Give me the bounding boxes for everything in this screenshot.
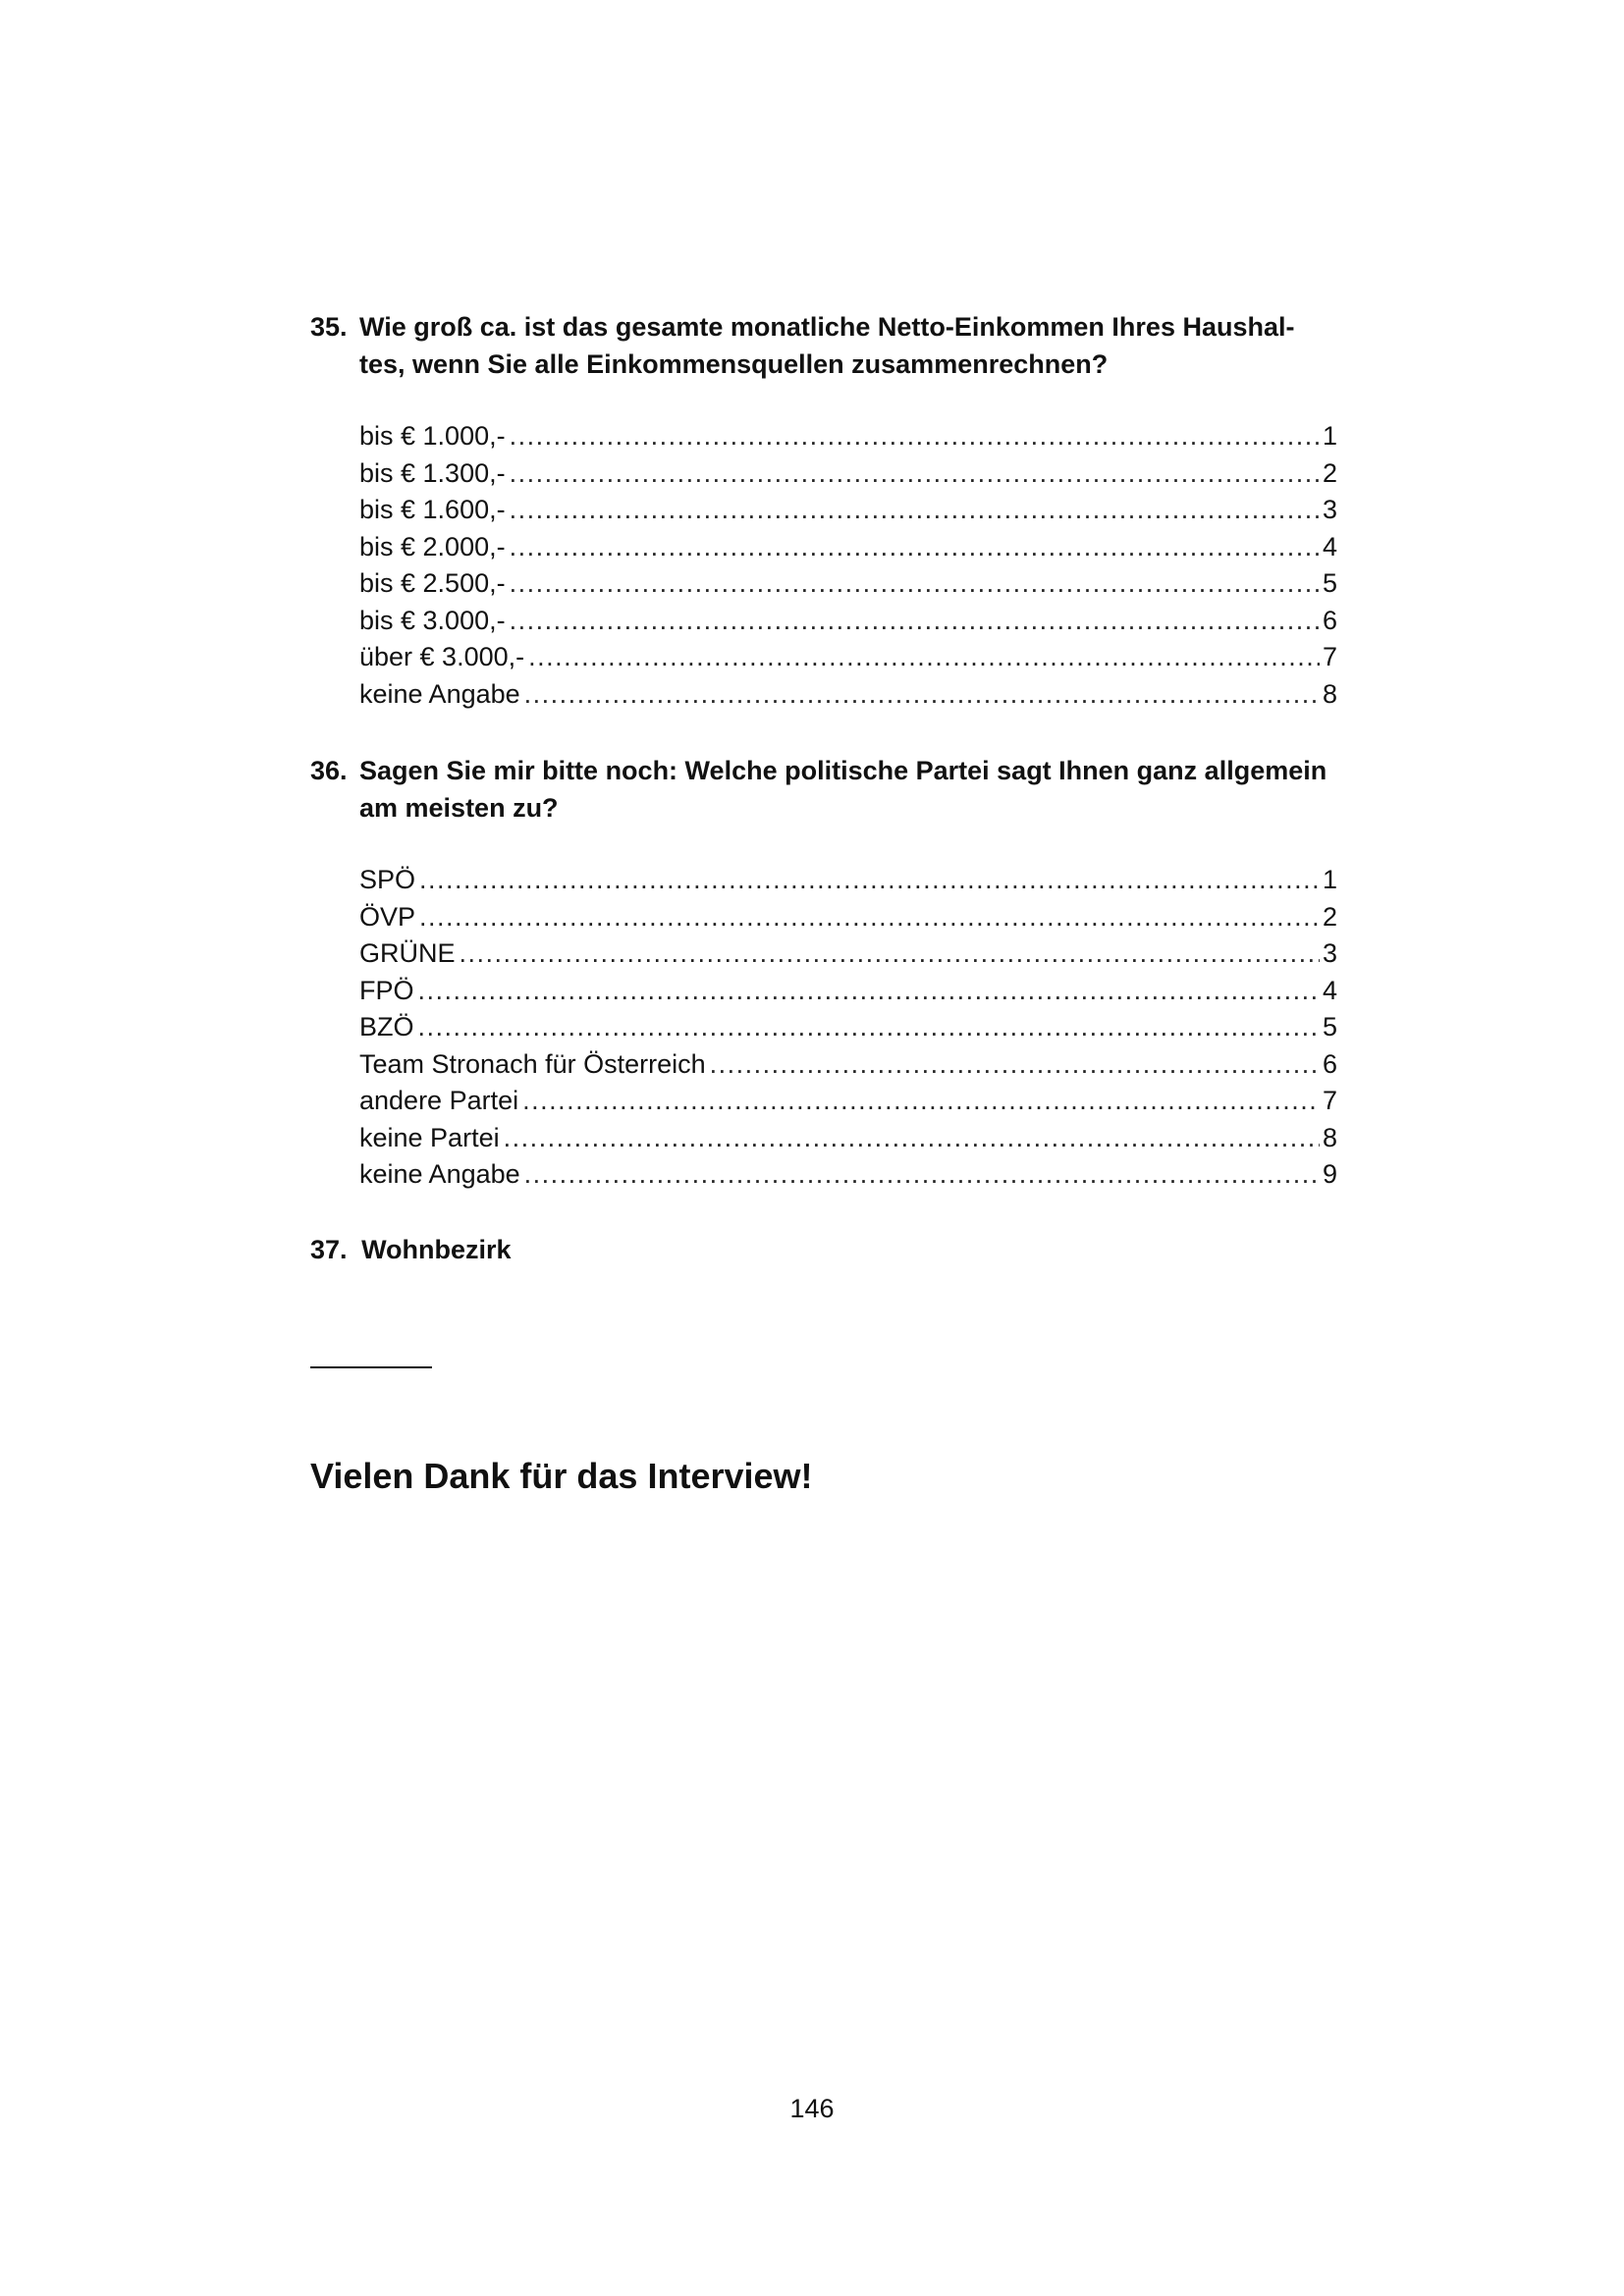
option-code: 7 bbox=[1322, 642, 1337, 671]
question-37 bbox=[310, 1231, 1341, 1268]
answer-option bbox=[359, 1156, 1337, 1194]
answer-option bbox=[359, 1046, 1337, 1084]
dot-leader bbox=[524, 1156, 1320, 1194]
option-label: bis € 2.000,- bbox=[359, 531, 506, 561]
answer-option bbox=[359, 1083, 1337, 1120]
answer-option bbox=[359, 899, 1337, 936]
answer-option bbox=[359, 1120, 1337, 1157]
question-number: 36. bbox=[310, 756, 348, 785]
question-text-line: Sagen Sie mir bitte noch: Welche politische Partei sagt Ihnen ganz allgemein bbox=[359, 756, 1327, 785]
question-number: 35. bbox=[310, 312, 348, 342]
dot-leader bbox=[504, 1120, 1320, 1157]
question-text-line: tes, wenn Sie alle Einkommensquellen zusammenrechnen? bbox=[359, 349, 1109, 379]
question-text bbox=[359, 308, 1341, 383]
option-code: 5 bbox=[1322, 1012, 1337, 1041]
dot-leader bbox=[510, 565, 1320, 603]
dot-leader bbox=[510, 455, 1320, 493]
option-code: 4 bbox=[1322, 975, 1337, 1005]
answer-option bbox=[359, 1009, 1337, 1046]
option-label: bis € 1.600,- bbox=[359, 495, 506, 524]
option-label: Team Stronach für Österreich bbox=[359, 1048, 706, 1079]
dot-leader bbox=[510, 492, 1320, 529]
option-label: bis € 2.500,- bbox=[359, 568, 506, 598]
option-code: 6 bbox=[1322, 605, 1337, 635]
answer-option bbox=[359, 418, 1337, 455]
option-label: bis € 1.000,- bbox=[359, 421, 506, 451]
dot-leader bbox=[460, 935, 1320, 973]
dot-leader bbox=[510, 418, 1320, 455]
option-label: ÖVP bbox=[359, 901, 416, 932]
answer-option bbox=[359, 862, 1337, 899]
option-code: 8 bbox=[1322, 678, 1337, 709]
answer-options bbox=[359, 862, 1337, 1194]
option-code: 1 bbox=[1322, 865, 1337, 894]
option-code: 4 bbox=[1322, 531, 1337, 561]
dot-leader bbox=[419, 899, 1320, 936]
option-code: 8 bbox=[1322, 1122, 1337, 1152]
answer-option bbox=[359, 973, 1337, 1010]
question-text bbox=[359, 752, 1341, 827]
question-heading bbox=[310, 752, 1341, 827]
dot-leader bbox=[710, 1046, 1320, 1084]
option-label: keine Angabe bbox=[359, 678, 520, 709]
dot-leader bbox=[522, 1083, 1320, 1120]
option-label: andere Partei bbox=[359, 1086, 519, 1115]
option-code: 6 bbox=[1322, 1048, 1337, 1079]
question-35 bbox=[310, 308, 1341, 713]
answer-option bbox=[359, 565, 1337, 603]
answer-option bbox=[359, 676, 1337, 714]
answer-option bbox=[359, 639, 1337, 676]
answer-option bbox=[359, 603, 1337, 640]
option-label: SPÖ bbox=[359, 865, 416, 894]
answer-option bbox=[359, 935, 1337, 973]
question-heading bbox=[310, 308, 1341, 383]
option-label: über € 3.000,- bbox=[359, 642, 525, 671]
question-number: 37. bbox=[310, 1235, 348, 1264]
dot-leader bbox=[528, 639, 1320, 676]
option-label: keine Partei bbox=[359, 1122, 500, 1152]
option-label: keine Angabe bbox=[359, 1159, 520, 1189]
option-label: bis € 3.000,- bbox=[359, 605, 506, 635]
dot-leader bbox=[418, 1009, 1320, 1046]
question-text-line: Wie groß ca. ist das gesamte monatliche Netto-Einkommen Ihres Haushal- bbox=[359, 312, 1295, 342]
dot-leader bbox=[419, 862, 1320, 899]
question-text: Wohnbezirk bbox=[361, 1235, 512, 1264]
option-label: BZÖ bbox=[359, 1012, 414, 1041]
question-heading bbox=[310, 1231, 1341, 1268]
option-code: 2 bbox=[1322, 457, 1337, 488]
answer-line bbox=[310, 1366, 432, 1368]
option-label: bis € 1.300,- bbox=[359, 457, 506, 488]
answer-option bbox=[359, 455, 1337, 493]
question-text-line: am meisten zu? bbox=[359, 793, 559, 823]
option-code: 5 bbox=[1322, 568, 1337, 598]
answer-options bbox=[359, 418, 1337, 713]
option-label: FPÖ bbox=[359, 975, 414, 1005]
option-code: 7 bbox=[1322, 1086, 1337, 1115]
dot-leader bbox=[510, 603, 1320, 640]
option-code: 3 bbox=[1322, 938, 1337, 968]
option-code: 1 bbox=[1322, 421, 1337, 451]
page-number: 146 bbox=[789, 2094, 835, 2123]
dot-leader bbox=[418, 973, 1320, 1010]
option-code: 3 bbox=[1322, 495, 1337, 524]
answer-option bbox=[359, 492, 1337, 529]
closing-message: Vielen Dank für das Interview! bbox=[310, 1456, 813, 1496]
dot-leader bbox=[510, 529, 1320, 566]
option-label: GRÜNE bbox=[359, 938, 456, 968]
option-code: 2 bbox=[1322, 901, 1337, 932]
dot-leader bbox=[524, 676, 1320, 714]
answer-option bbox=[359, 529, 1337, 566]
option-code: 9 bbox=[1322, 1159, 1337, 1189]
question-36 bbox=[310, 752, 1341, 1194]
